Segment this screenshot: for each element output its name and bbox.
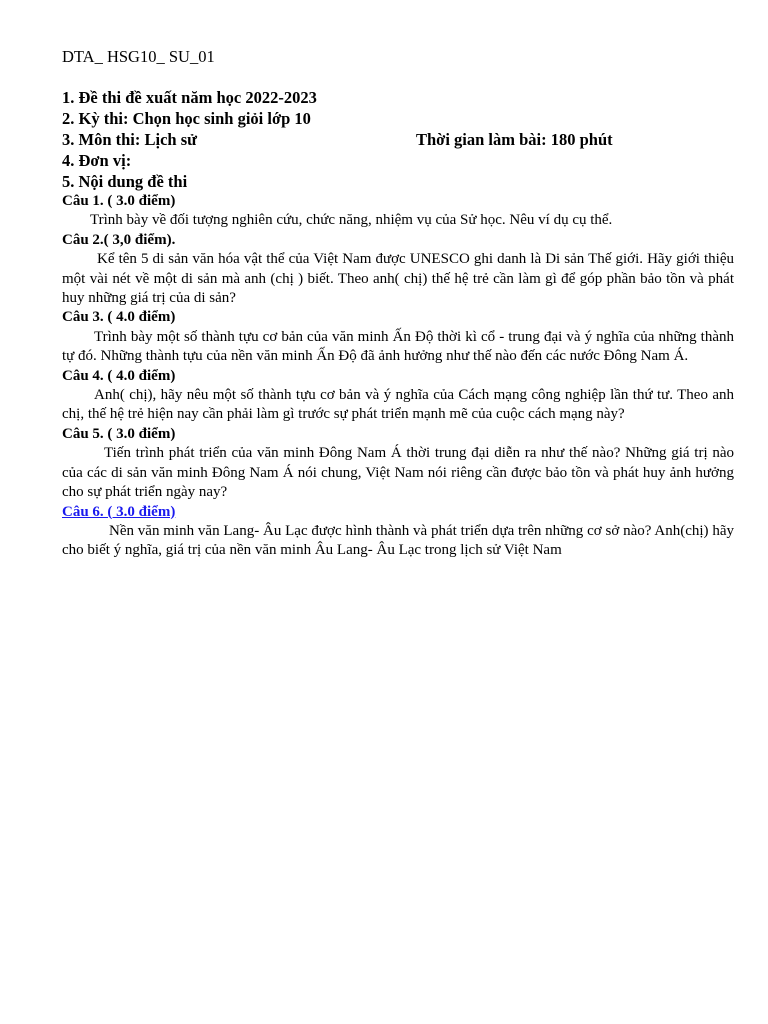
question-3: [62, 308, 734, 366]
question-heading-link[interactable]: Câu 6. ( 3.0 điểm): [62, 503, 176, 520]
question-body: Trình bày về đối tượng nghiên cứu, chức năng, nhiệm vụ của Sử học. Nêu ví dụ cụ thể.: [90, 212, 613, 229]
question-heading: Câu 3. ( 4.0 điểm): [62, 309, 176, 326]
meta-subject-row: [62, 129, 734, 150]
question-6: [62, 503, 734, 561]
question-body: Anh( chị), hãy nêu một số thành tựu cơ bản và ý nghĩa của Cách mạng công nghiệp lần thứ tư. Theo anh chị, thế hệ trẻ hiện nay cần phải làm gì trước sự phát triển mạnh mẽ của cuộc cách mạng này?: [62, 387, 734, 423]
question-2: [62, 231, 734, 309]
document-page: [62, 46, 734, 561]
question-4: [62, 367, 734, 425]
question-heading: Câu 2.( 3,0 điểm).: [62, 231, 176, 248]
meta-exam-type: 2. Kỳ thi: Chọn học sinh giỏi lớp 10: [62, 109, 311, 128]
question-1: [62, 192, 734, 231]
question-5: [62, 425, 734, 503]
meta-content-heading: 5. Nội dung đề thi: [62, 172, 188, 191]
question-body: Trình bày một số thành tựu cơ bản của văn minh Ấn Độ thời kì cổ - trung đại và ý nghĩa của những thành tự đó. Những thành tựu của nền văn minh Ấn Độ đã ảnh hưởng như thế nào đến các nước Đông Nam Á.: [62, 328, 734, 365]
question-heading: Câu 1. ( 3.0 điểm): [62, 193, 176, 209]
question-body: Nền văn minh văn Lang- Âu Lạc được hình thành và phát triển dựa trên những cơ sở nào? Anh(chị) hãy cho biết ý nghĩa, giá trị của nền văn minh Âu Lang- Âu Lạc trong lịch sử Việt Nam: [62, 522, 734, 559]
meta-exam-year: 1. Đề thi đề xuất năm học 2022-2023: [62, 88, 317, 107]
meta-duration: Thời gian làm bài: 180 phút: [416, 130, 613, 149]
meta-subject: 3. Môn thi: Lịch sử: [62, 130, 198, 149]
document-code: DTA_ HSG10_ SU_01: [62, 47, 215, 66]
question-heading: Câu 4. ( 4.0 điểm): [62, 367, 176, 384]
question-body: Kể tên 5 di sản văn hóa vật thể của Việt Nam được UNESCO ghi danh là Di sản Thế giới. Hãy giới thiệu một vài nét về một di sản mà anh (chị ) biết. Theo anh( chị) thế hệ trẻ cần làm gì để góp phần bảo tồn và phát huy những giá trị của di sản?: [62, 251, 734, 307]
question-heading: Câu 5. ( 3.0 điểm): [62, 425, 176, 442]
meta-unit: 4. Đơn vị:: [62, 151, 132, 170]
question-body: Tiến trình phát triển của văn minh Đông Nam Á thời trung đại diễn ra như thế nào? Những giá trị nào của các di sản văn minh Đông Nam Á nói chung, Việt Nam nói riêng cần được bảo tồn và phát huy ảnh hưởng cho sự phát triển ngày nay?: [62, 445, 734, 501]
